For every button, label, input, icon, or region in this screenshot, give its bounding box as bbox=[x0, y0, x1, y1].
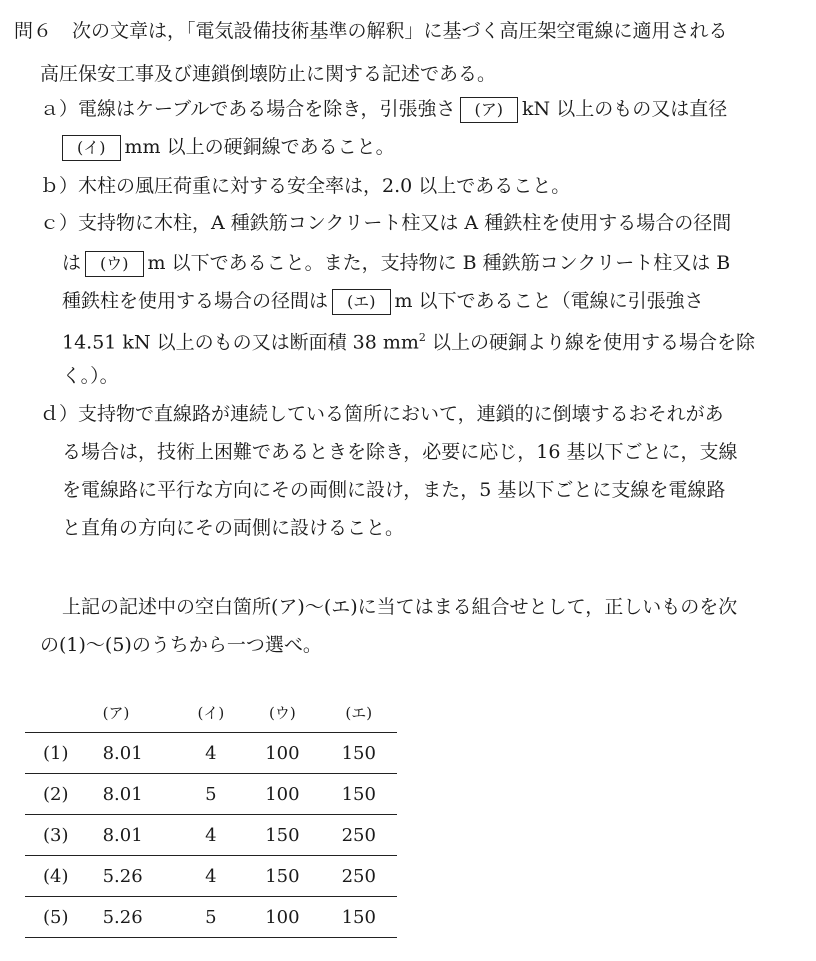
table-cell: 5 bbox=[178, 897, 245, 938]
table-header-cell bbox=[25, 692, 97, 733]
table-cell: 100 bbox=[244, 897, 320, 938]
item-d-line-3: を電線路に平行な方向にその両側に設け，また，5 基以下ごとに支線を電線路 bbox=[62, 479, 726, 501]
table-cell: 250 bbox=[321, 815, 397, 856]
choice-number: (1) bbox=[25, 733, 97, 774]
item-c-line-2: は (ウ) m 以下であること。また，支持物に B 種鉄筋コンクリート柱又は B bbox=[62, 251, 730, 277]
item-c-line-5: く。）。 bbox=[62, 365, 119, 387]
item-c-line-3: 種鉄柱を使用する場合の径間は (エ) m 以下であること（電線に引張強さ bbox=[62, 289, 704, 315]
item-b-label: ｂ） bbox=[40, 175, 79, 197]
table-cell: 250 bbox=[321, 856, 397, 897]
table-cell: 4 bbox=[178, 815, 245, 856]
table-cell: 8.01 bbox=[97, 815, 178, 856]
table-cell: 5.26 bbox=[97, 856, 178, 897]
choice-number: (5) bbox=[25, 897, 97, 938]
table-row bbox=[25, 774, 397, 815]
blank-i: (イ) bbox=[62, 135, 121, 161]
choice-number: (4) bbox=[25, 856, 97, 897]
question-stem-line-2: 高圧保安工事及び連鎖倒壊防止に関する記述である。 bbox=[40, 63, 497, 85]
table-header-row bbox=[25, 692, 397, 733]
item-c-line-4: 14.51 kN 以上のもの又は断面積 38 $mm^2$ 以上の硬銅より線を使用する場合を除 bbox=[62, 331, 755, 354]
table-cell: 4 bbox=[178, 856, 245, 897]
item-c-line-1: ｃ）支持物に木柱，A 種鉄筋コンクリート柱又は A 種鉄柱を使用する場合の径間 bbox=[40, 212, 732, 234]
item-a-line-1: ａ）電線はケーブルである場合を除き，引張強さ (ア) kN 以上のもの又は直径 bbox=[40, 97, 727, 123]
instruction-line-1: 上記の記述中の空白箇所(ア)～(エ)に当てはまる組合せとして，正しいものを次 bbox=[62, 596, 738, 618]
table-row bbox=[25, 733, 397, 774]
blank-a: (ア) bbox=[460, 97, 519, 123]
table-cell: 100 bbox=[244, 733, 320, 774]
item-c-label: ｃ） bbox=[40, 212, 79, 234]
table-row bbox=[25, 897, 397, 938]
table-row bbox=[25, 856, 397, 897]
table-header-cell: (エ) bbox=[321, 692, 397, 733]
table-cell: 150 bbox=[244, 815, 320, 856]
choice-number: (3) bbox=[25, 815, 97, 856]
table-cell: 150 bbox=[244, 856, 320, 897]
choice-number: (2) bbox=[25, 774, 97, 815]
table-cell: 8.01 bbox=[97, 733, 178, 774]
answer-choices-table bbox=[25, 692, 397, 938]
blank-e: (エ) bbox=[332, 289, 391, 315]
blank-u: (ウ) bbox=[85, 251, 144, 277]
item-a-line-2: (イ) mm 以上の硬銅線であること。 bbox=[62, 135, 395, 161]
item-d-line-4: と直角の方向にその両側に設けること。 bbox=[62, 517, 405, 539]
instruction-line-2: の(1)～(5)のうちから一つ選べ。 bbox=[40, 634, 322, 656]
table-cell: 150 bbox=[321, 774, 397, 815]
table-cell: 100 bbox=[244, 774, 320, 815]
table-header-cell: (イ) bbox=[178, 692, 245, 733]
table-header-cell: (ウ) bbox=[244, 692, 320, 733]
table-cell: 5.26 bbox=[97, 897, 178, 938]
table-cell: 150 bbox=[321, 897, 397, 938]
item-a-label: ａ） bbox=[40, 98, 79, 120]
table-cell: 150 bbox=[321, 733, 397, 774]
item-b-line: ｂ）木柱の風圧荷重に対する安全率は，2.0 以上であること。 bbox=[40, 175, 571, 197]
table-cell: 4 bbox=[178, 733, 245, 774]
table-cell: 5 bbox=[178, 774, 245, 815]
table-cell: 8.01 bbox=[97, 774, 178, 815]
item-d-line-2: る場合は，技術上困難であるときを除き，必要に応じ，16 基以下ごとに，支線 bbox=[62, 441, 738, 463]
table-row bbox=[25, 815, 397, 856]
table-header-cell: (ア) bbox=[97, 692, 178, 733]
question-number: 問６ bbox=[14, 20, 53, 42]
item-d-label: ｄ） bbox=[40, 403, 79, 425]
item-d-line-1: ｄ）支持物で直線路が連続している箇所において，連鎖的に倒壊するおそれがあ bbox=[40, 403, 724, 425]
question-stem-line-1: 問６ 次の文章は，「電気設備技術基準の解釈」に基づく高圧架空電線に適用される bbox=[14, 20, 728, 42]
